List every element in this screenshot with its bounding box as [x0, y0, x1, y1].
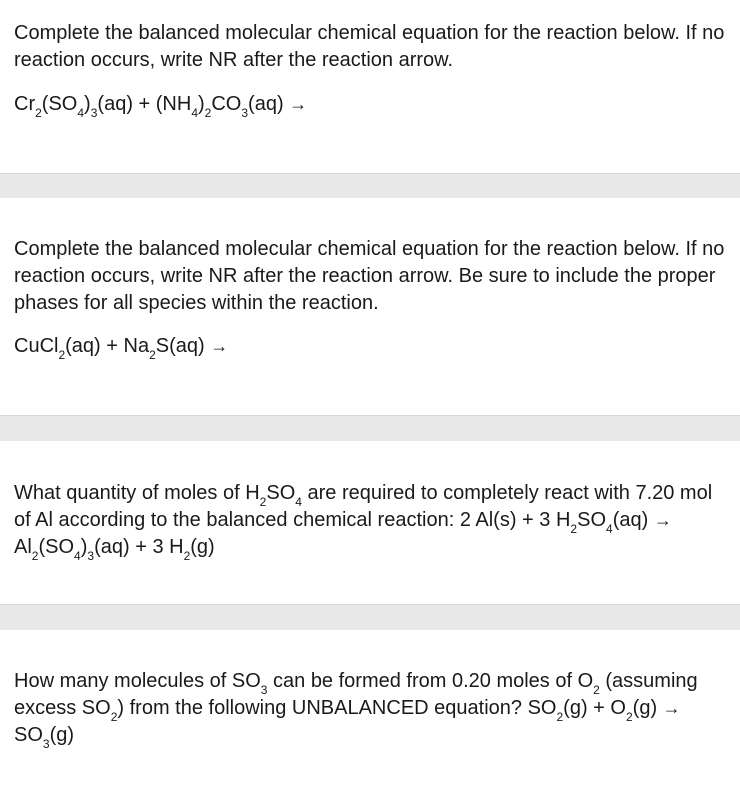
- text-run: ): [80, 536, 88, 558]
- subscript: 2: [570, 522, 578, 536]
- text-run: (g): [190, 536, 215, 558]
- text-run: What quantity of moles of H: [14, 482, 260, 504]
- subscript: 4: [77, 106, 85, 120]
- subscript: 2: [183, 549, 191, 563]
- text-run: (aq) + Na: [65, 335, 150, 357]
- text-run: Cr: [14, 93, 36, 115]
- text-run: ): [198, 93, 205, 115]
- text-run: (SO: [38, 536, 75, 558]
- divider: [0, 415, 740, 441]
- question-1-prompt: Complete the balanced molecular chemical equation for the reaction below. If no reaction occurs, write NR after the reaction arrow.: [14, 22, 725, 71]
- subscript: 3: [241, 106, 249, 120]
- subscript: 2: [110, 710, 118, 724]
- text-run: CO: [211, 93, 242, 115]
- subscript: 2: [35, 106, 42, 120]
- text-run: (assuming excess SO: [14, 670, 698, 719]
- reaction-arrow: →: [662, 698, 681, 718]
- question-2-equation: [14, 333, 726, 360]
- subscript: 4: [191, 106, 198, 120]
- divider: [0, 604, 740, 630]
- question-4-prompt: [14, 668, 726, 749]
- subscript: 2: [31, 549, 39, 563]
- subscript: 2: [204, 106, 212, 120]
- text-run: (SO: [41, 93, 78, 115]
- subscript: 3: [260, 683, 268, 697]
- text-run: SO: [577, 509, 607, 531]
- question-card-4: [0, 668, 740, 749]
- subscript: 3: [42, 737, 50, 751]
- subscript: 2: [593, 683, 600, 697]
- text-run: SO: [14, 724, 43, 746]
- text-run: SO: [266, 482, 296, 504]
- subscript: 4: [74, 549, 81, 563]
- question-card-3: [0, 480, 740, 561]
- question-3-prompt: [14, 480, 726, 561]
- text-run: Al: [14, 536, 32, 558]
- text-run: S(aq): [155, 335, 211, 357]
- text-run: (aq): [612, 509, 654, 531]
- text-run: ) from the following UNBALANCED equation? SO: [117, 697, 557, 719]
- text-run: (aq) + (NH: [97, 93, 192, 115]
- reaction-arrow: →: [289, 94, 308, 114]
- subscript: 3: [87, 549, 95, 563]
- question-2-prompt: Complete the balanced molecular chemical equation for the reaction below. If no reaction occurs, write NR after the reaction arrow. Be sure to include the proper phases for all species within the reaction.: [14, 238, 725, 314]
- text-run: How many molecules of SO: [14, 670, 261, 692]
- question-card-1: [0, 20, 740, 118]
- subscript: 2: [556, 710, 564, 724]
- text-run: (g): [632, 697, 663, 719]
- question-card-2: [0, 236, 740, 360]
- text-run: (aq) + 3 H: [94, 536, 184, 558]
- subscript: 4: [606, 522, 613, 536]
- subscript: 2: [625, 710, 633, 724]
- reaction-arrow: →: [653, 510, 672, 530]
- subscript: 2: [149, 348, 156, 362]
- text-run: are required to completely react with 7.20 mol of Al according to the balanced chemical reaction: 2 Al(s) + 3 H: [14, 482, 713, 531]
- text-run: (g) + O: [563, 697, 626, 719]
- text-run: (aq): [248, 93, 290, 115]
- subscript: 3: [90, 106, 98, 120]
- reaction-arrow: →: [210, 336, 229, 356]
- subscript: 4: [295, 495, 302, 509]
- subscript: 2: [58, 348, 66, 362]
- subscript: 2: [259, 495, 267, 509]
- text-run: ): [84, 93, 91, 115]
- divider: [0, 173, 740, 198]
- text-run: can be formed from 0.20 moles of O: [267, 670, 594, 692]
- question-1-equation: [14, 91, 726, 118]
- text-run: (g): [49, 724, 75, 746]
- text-run: CuCl: [14, 335, 59, 357]
